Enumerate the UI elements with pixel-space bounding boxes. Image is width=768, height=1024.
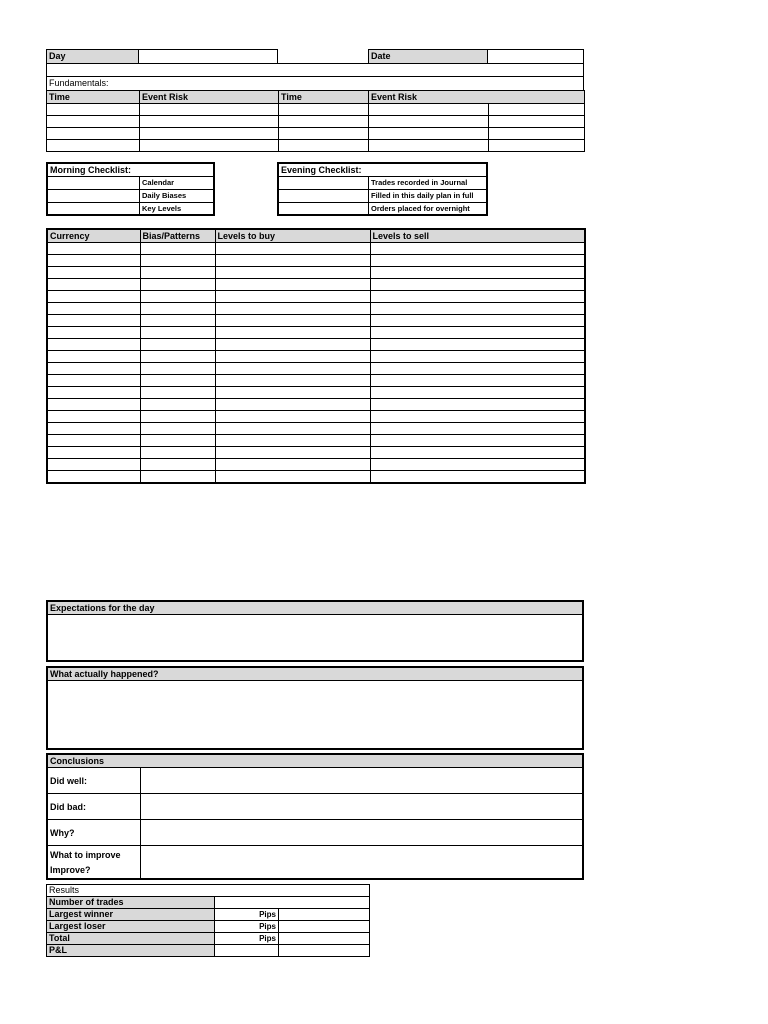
- conclusions-title: Conclusions: [48, 755, 582, 768]
- number-of-trades-label: Number of trades: [47, 897, 215, 909]
- largest-winner-label: Largest winner: [47, 909, 215, 921]
- day-label: Day: [46, 49, 139, 64]
- why-label: Why?: [48, 820, 141, 846]
- results-title: Results: [47, 885, 370, 897]
- table-row: [47, 339, 585, 351]
- did-bad-field[interactable]: [141, 794, 582, 820]
- largest-loser-pips: Pips: [215, 921, 279, 933]
- morning-item-daily-biases: Daily Biases: [140, 190, 213, 203]
- happened-title: What actually happened?: [48, 668, 582, 681]
- currency-table: [46, 228, 586, 484]
- expectations-title: Expectations for the day: [48, 602, 582, 615]
- total-label: Total: [47, 933, 215, 945]
- table-row: [47, 255, 585, 267]
- improve-label: [48, 846, 141, 878]
- happened-section: [46, 666, 584, 750]
- table-row: [47, 116, 585, 128]
- fundamentals-table: [46, 90, 585, 152]
- expectations-section: [46, 600, 584, 662]
- table-row: [47, 291, 585, 303]
- table-row: [47, 104, 585, 116]
- number-of-trades-field[interactable]: [215, 897, 370, 909]
- day-field[interactable]: [138, 49, 278, 64]
- table-row: [47, 351, 585, 363]
- largest-winner-field[interactable]: [279, 909, 370, 921]
- did-well-field[interactable]: [141, 768, 582, 794]
- table-row: [47, 128, 585, 140]
- improve-label-line2: Improve?: [50, 865, 91, 875]
- col-bias-patterns: Bias/Patterns: [140, 229, 215, 243]
- fundamentals-spacer-row: [46, 63, 584, 77]
- evening-checklist-title: Evening Checklist:: [279, 164, 486, 177]
- did-well-label: Did well:: [48, 768, 141, 794]
- why-field[interactable]: [141, 820, 582, 846]
- col-levels-to-sell: Levels to sell: [370, 229, 585, 243]
- date-field[interactable]: [487, 49, 584, 64]
- morning-item-key-levels: Key Levels: [142, 204, 182, 213]
- morning-check-box[interactable]: [48, 177, 140, 190]
- improve-field[interactable]: [141, 846, 582, 878]
- morning-check-box[interactable]: [48, 190, 140, 203]
- table-row: [47, 327, 585, 339]
- col-time-1: Time: [47, 91, 140, 104]
- largest-winner-pips: Pips: [215, 909, 279, 921]
- table-row: [47, 471, 585, 484]
- evening-checklist: [277, 162, 488, 216]
- morning-checklist: [46, 162, 215, 216]
- table-row: [47, 315, 585, 327]
- evening-check-box[interactable]: [279, 190, 369, 203]
- col-event-risk-2: Event Risk: [369, 91, 585, 104]
- pnl-extra-field[interactable]: [279, 945, 370, 957]
- table-row: [47, 411, 585, 423]
- evening-item-trades-recorded: Trades recorded in Journal: [369, 177, 486, 190]
- table-row: [47, 387, 585, 399]
- conclusions-section: [46, 753, 584, 880]
- evening-item-orders-overnight: Orders placed for overnight: [371, 204, 470, 213]
- table-row: [47, 279, 585, 291]
- table-row: [47, 267, 585, 279]
- morning-checklist-title: Morning Checklist:: [48, 164, 213, 177]
- table-row: [47, 243, 585, 255]
- table-row: [47, 459, 585, 471]
- evening-item-daily-plan: Filled in this daily plan in full: [369, 190, 486, 203]
- fundamentals-title: Fundamentals:: [46, 76, 584, 91]
- table-row: [47, 363, 585, 375]
- pnl-label: P&L: [47, 945, 215, 957]
- col-levels-to-buy: Levels to buy: [215, 229, 370, 243]
- total-pips: Pips: [215, 933, 279, 945]
- expectations-textarea[interactable]: [48, 615, 582, 660]
- col-time-2: Time: [279, 91, 369, 104]
- improve-label-line1: What to improve: [50, 850, 121, 860]
- table-row: [47, 303, 585, 315]
- results-table: [46, 884, 370, 957]
- date-label: Date: [368, 49, 488, 64]
- morning-check-box[interactable]: [48, 203, 140, 214]
- happened-textarea[interactable]: [48, 681, 582, 748]
- table-row: [47, 375, 585, 387]
- evening-check-box[interactable]: [279, 203, 369, 214]
- col-event-risk-1: Event Risk: [140, 91, 279, 104]
- table-row: [47, 140, 585, 152]
- pnl-field[interactable]: [215, 945, 279, 957]
- col-currency: Currency: [47, 229, 140, 243]
- did-bad-label: Did bad:: [48, 794, 141, 820]
- morning-item-calendar: Calendar: [140, 177, 213, 190]
- table-row: [47, 435, 585, 447]
- table-row: [47, 399, 585, 411]
- evening-check-box[interactable]: [279, 177, 369, 190]
- largest-loser-field[interactable]: [279, 921, 370, 933]
- largest-loser-label: Largest loser: [47, 921, 215, 933]
- total-field[interactable]: [279, 933, 370, 945]
- table-row: [47, 447, 585, 459]
- table-row: [47, 423, 585, 435]
